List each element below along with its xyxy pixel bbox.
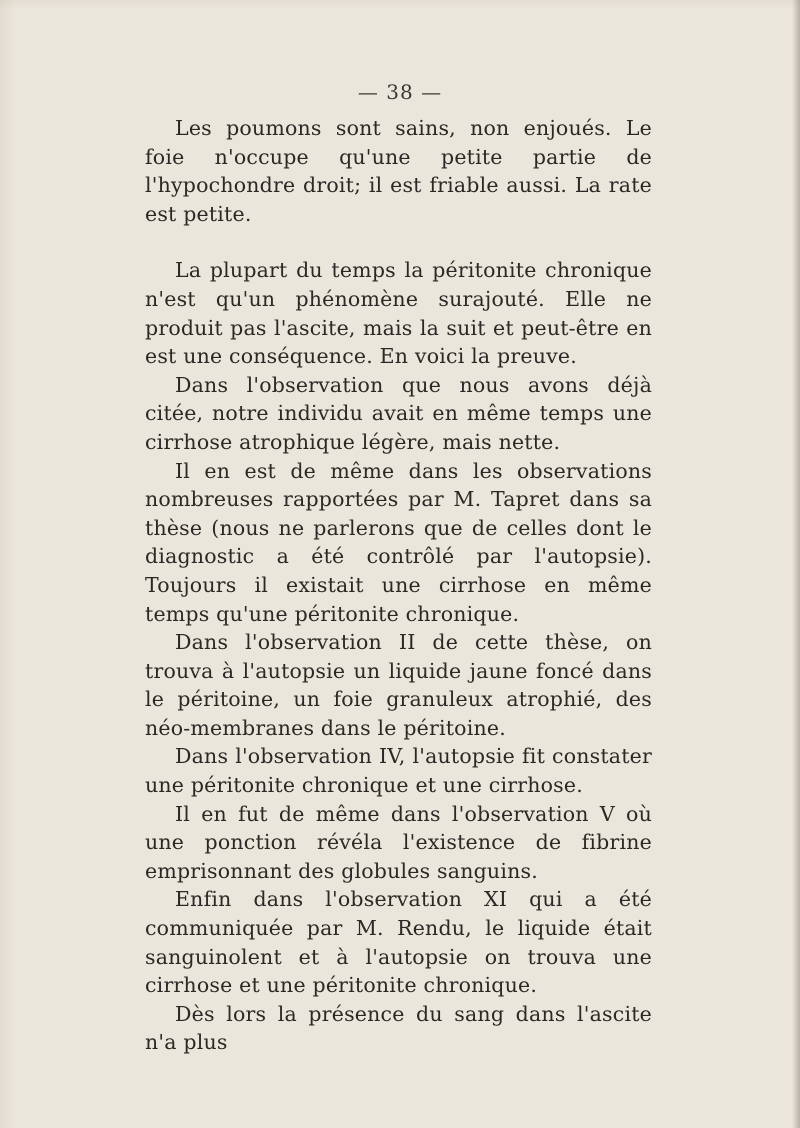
paragraph-2: La plupart du temps la péritonite chronique n'est qu'un phénomène surajouté. Elle ne produit pas l'ascite, mais la suit et peut-être en est une conséquence. En voici la preuve. (145, 258, 652, 369)
paragraph-8: Enfin dans l'observation XI qui a été communiquée par M. Rendu, le liquide était sanguinolent et à l'autopsie on trouva une cirrhose et une péritonite chronique. (145, 887, 652, 998)
paragraph-3: Dans l'observation que nous avons déjà citée, notre individu avait en même temps une cirrhose atrophique légère, mais nette. (145, 372, 652, 454)
page-number: — 38 — (357, 80, 443, 104)
paragraph-4: Il en est de même dans les observations nombreuses rapportées par M. Tapret dans sa thèse (nous ne parlerons que de celles dont le diagnostic a été contrôlé par l'autopsie). Toujours il existait une cirrhose en même temps qu'une péritonite chronique. (145, 458, 652, 626)
paragraph-6: Dans l'observation IV, l'autopsie fit constater une péritonite chronique et une cirrhose. (145, 744, 652, 798)
paragraph-1: Les poumons sont sains, non enjoués. Le foie n'occupe qu'une petite partie de l'hypochondre droit; il est friable aussi. La rate est petite. (145, 116, 652, 226)
paragraph-7: Il en fut de même dans l'observation V où une ponction révéla l'existence de fibrine emprisonnant des globules sanguins. (145, 801, 652, 883)
paragraph-9: Dès lors la présence du sang dans l'ascite n'a plus (145, 1001, 652, 1055)
page-edge-shadow (792, 0, 800, 1128)
body-text (145, 114, 652, 1057)
paragraph-5: Dans l'observation II de cette thèse, on trouva à l'autopsie un liquide jaune foncé dans le péritoine, un foie granuleux atrophié, des néo-membranes dans le péritoine. (145, 630, 652, 740)
